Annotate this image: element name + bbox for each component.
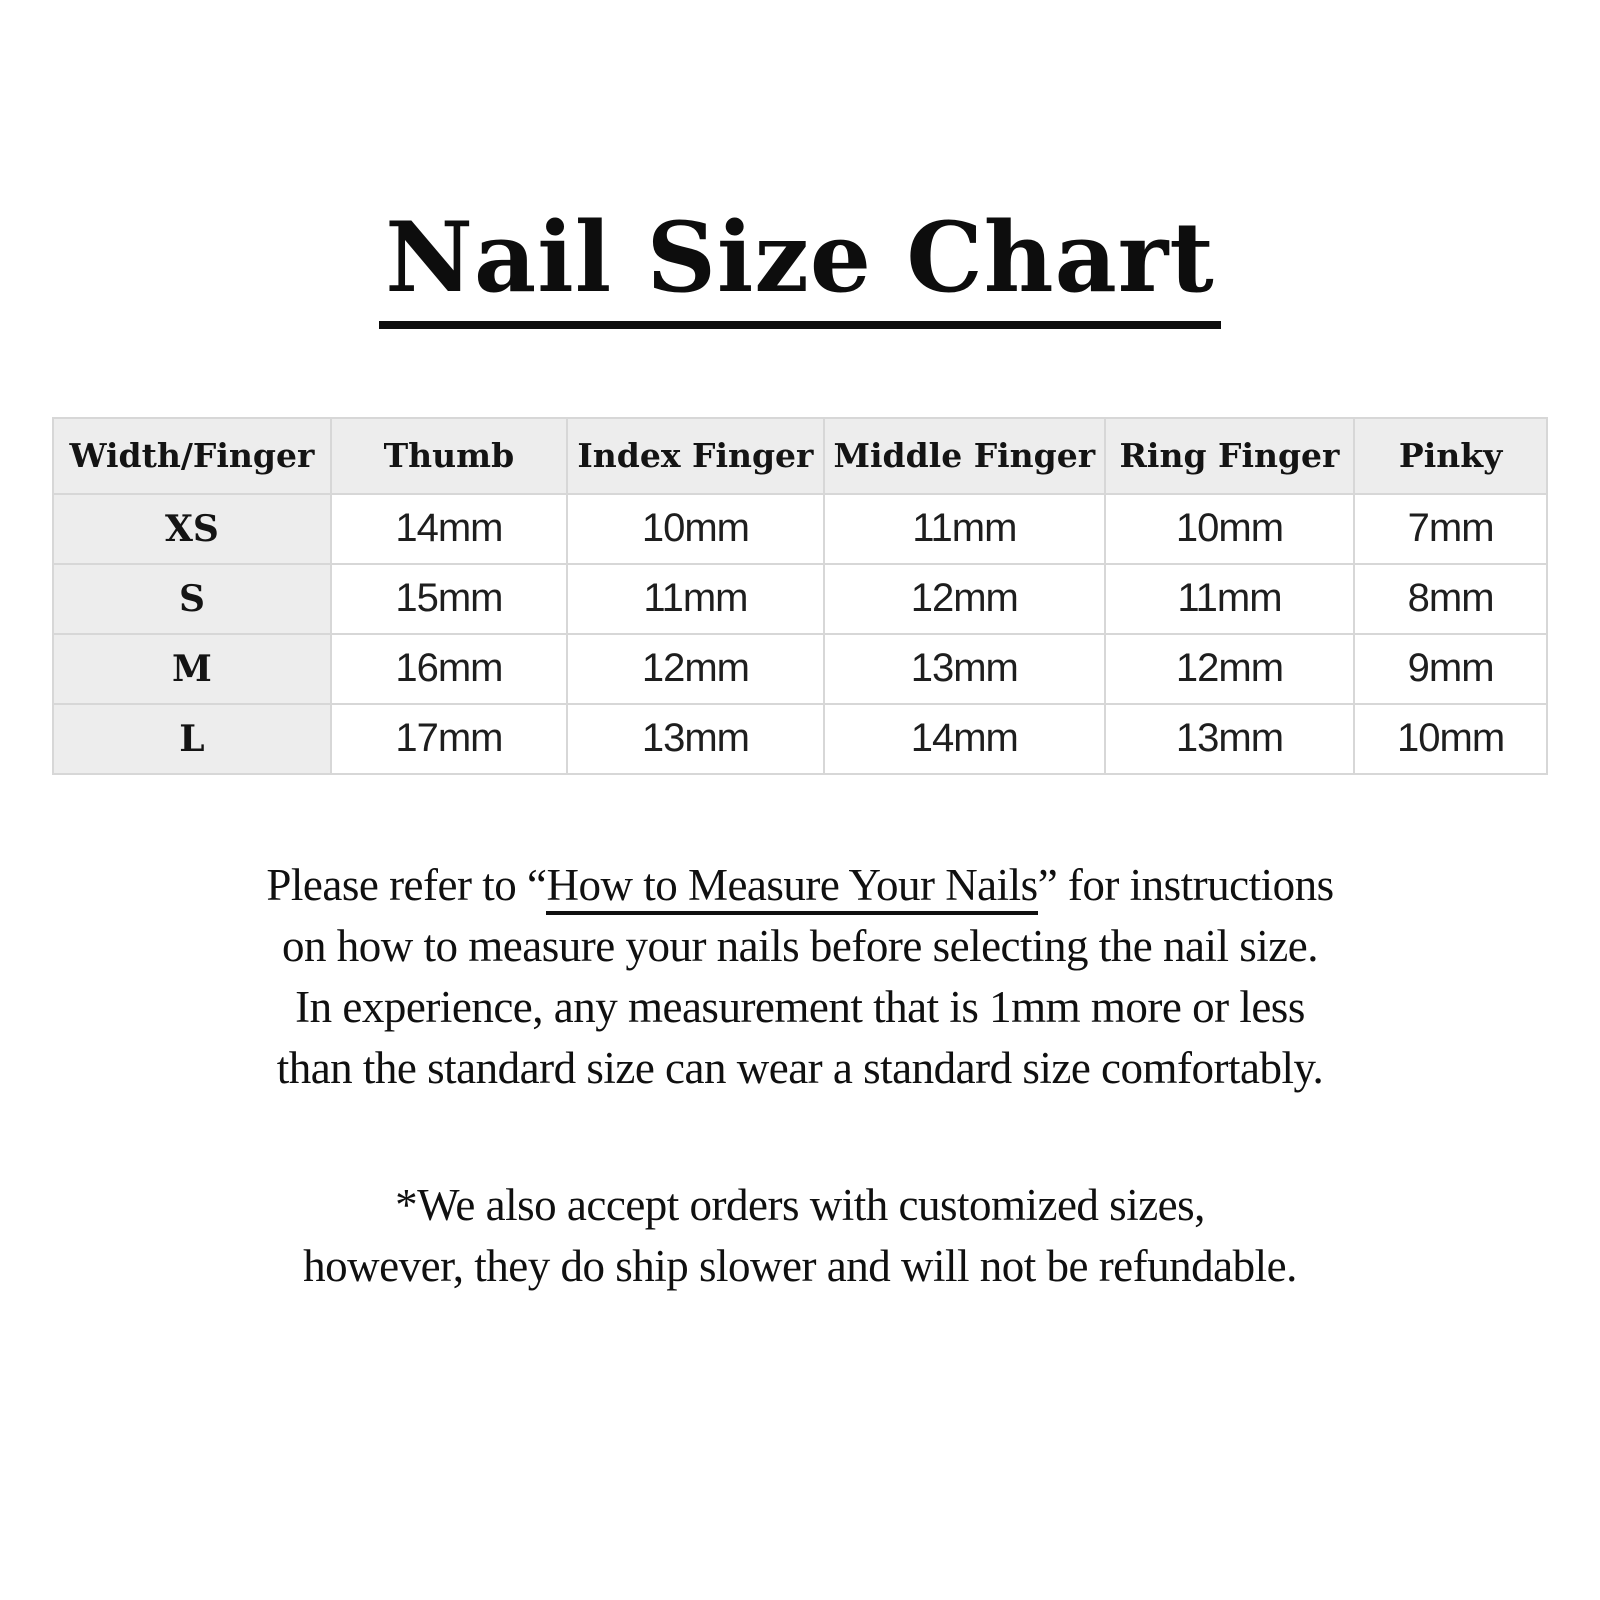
header-cell-thumb: Thumb xyxy=(331,418,567,494)
row-label-m: M xyxy=(53,634,331,704)
size-cell: 17mm xyxy=(331,704,567,774)
header-cell-middle-finger: Middle Finger xyxy=(824,418,1105,494)
note-line: however, they do ship slower and will not be refundable. xyxy=(303,1240,1297,1291)
size-cell: 7mm xyxy=(1354,494,1547,564)
size-table xyxy=(52,417,1548,775)
table-row-l xyxy=(53,704,1547,774)
page-title: Nail Size Chart xyxy=(379,205,1220,329)
size-cell: 12mm xyxy=(1105,634,1354,704)
header-row xyxy=(53,418,1547,494)
size-cell: 12mm xyxy=(824,564,1105,634)
note-line xyxy=(0,855,1600,916)
size-cell: 16mm xyxy=(331,634,567,704)
how-to-measure-link: How to Measure Your Nails xyxy=(546,860,1037,915)
size-cell: 11mm xyxy=(567,564,824,634)
size-cell: 14mm xyxy=(331,494,567,564)
header-cell-width-finger: Width/Finger xyxy=(53,418,331,494)
note-text-suffix: ” for instructions xyxy=(1037,859,1334,910)
size-cell: 11mm xyxy=(1105,564,1354,634)
customized-sizes-note xyxy=(0,1175,1600,1297)
header-cell-index-finger: Index Finger xyxy=(567,418,824,494)
header-cell-pinky: Pinky xyxy=(1354,418,1547,494)
measure-instructions-note xyxy=(0,855,1600,1099)
note-line: In experience, any measurement that is 1mm more or less xyxy=(295,981,1305,1032)
note-text-prefix: Please refer to “ xyxy=(266,859,547,910)
table-row-s xyxy=(53,564,1547,634)
note-line: *We also accept orders with customized sizes, xyxy=(395,1179,1205,1230)
size-cell: 10mm xyxy=(567,494,824,564)
table-row-m xyxy=(53,634,1547,704)
size-cell: 13mm xyxy=(567,704,824,774)
size-cell: 11mm xyxy=(824,494,1105,564)
note-line: than the standard size can wear a standard size comfortably. xyxy=(276,1042,1324,1093)
title-section xyxy=(0,0,1600,329)
note-line: on how to measure your nails before selecting the nail size. xyxy=(282,920,1318,971)
row-label-s: S xyxy=(53,564,331,634)
size-cell: 8mm xyxy=(1354,564,1547,634)
size-table-container xyxy=(52,417,1548,775)
size-cell: 13mm xyxy=(1105,704,1354,774)
table-row-xs xyxy=(53,494,1547,564)
size-cell: 14mm xyxy=(824,704,1105,774)
size-cell: 10mm xyxy=(1354,704,1547,774)
size-cell: 13mm xyxy=(824,634,1105,704)
size-cell: 12mm xyxy=(567,634,824,704)
size-cell: 9mm xyxy=(1354,634,1547,704)
header-cell-ring-finger: Ring Finger xyxy=(1105,418,1354,494)
row-label-l: L xyxy=(53,704,331,774)
size-cell: 10mm xyxy=(1105,494,1354,564)
row-label-xs: XS xyxy=(53,494,331,564)
size-cell: 15mm xyxy=(331,564,567,634)
